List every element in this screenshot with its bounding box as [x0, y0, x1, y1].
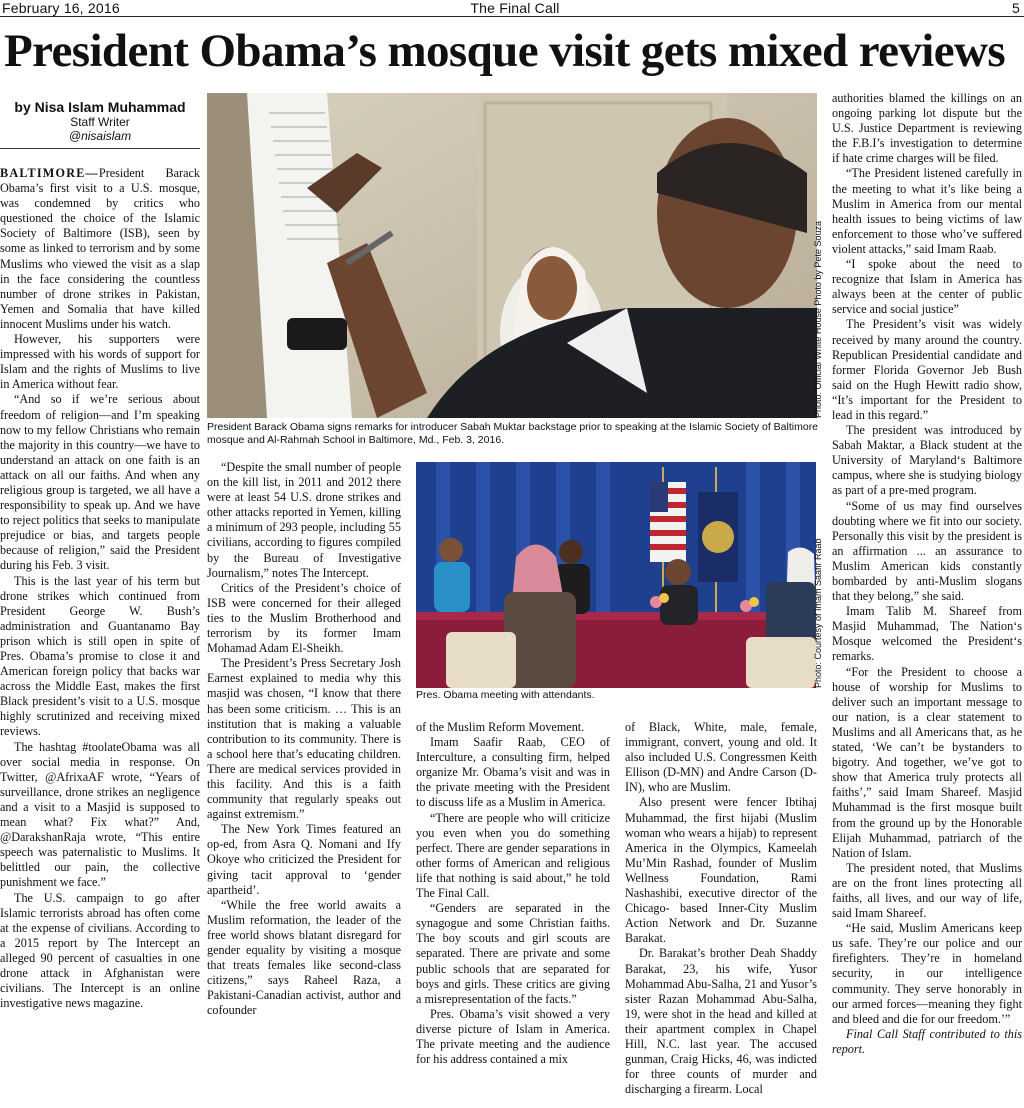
paragraph: The U.S. campaign to go after Islamic terrorists abroad has often come at the expense of civilians. According to a 2015 report by The Intercept an alleged 90 percent of casualties in one drone attack in Afghanistan were civilians. The Intercept is an online investigative news magazine. — [0, 890, 200, 1011]
article-column-5 — [832, 91, 1022, 1108]
paragraph: Pres. Obama’s visit showed a very diverse picture of Islam in America. The private meeting and the audience for his address contained a mix — [416, 1006, 610, 1067]
paragraph: “Despite the small number of people on the kill list, in 2011 and 2012 there were at least 54 U.S. drone strikes and other attacks reported in Yemen, killing a minimum of 293 people, including 55 civilians, according to figures compiled by the Bureau of Investigative Journalism,” notes The Intercept. — [207, 460, 401, 580]
paragraph: This is the last year of his term but drone strikes which continued from President George W. Bush’s administration and Guantanamo Bay prison which is still open in spite of Pres. Obama’s promise to close it and American foreign policy that backs war across the Middle East, makes the first Black president’s visit to a U.S. mosque highly scrutinized and receiving mixed reviews. — [0, 573, 200, 739]
photo2-credit: Photo: Courtesy of Imam Saafir Raab — [813, 538, 823, 688]
paragraph: “Genders are separated in the synagogue and some Christian faiths. The boy scouts and girl scouts are separated. There are private and some public schools that are separated for boys and girls. These critics are giving a misrepresentation of the facts.” — [416, 901, 610, 1006]
photo1-credit: Photo: Official White House Photo by Pete Souza — [813, 221, 823, 418]
lead-paragraph — [0, 166, 200, 332]
paragraph: of Black, White, male, female, immigrant, convert, young and old. It also included U.S. Congressmen Keith Ellison (D-MN) and Andre Carson (D-IN), who are Muslim. — [625, 720, 817, 795]
page-number: 5 — [1012, 0, 1020, 16]
article-column-2 — [207, 460, 401, 1108]
headline: President Obama’s mosque visit gets mixed reviews — [4, 25, 1006, 77]
paragraph: The hashtag #toolateObama was all over social media in response. On Twitter, @AfrixaAF wrote, “Years of surveillance, drone strikes an negligence and a visit to a Masjid is supposed to mean what? Fix what?” And, @DarakshanRaja wrote, “This entire speech was paternalistic to Muslims. It belittled our pain, the collective punishment we face.” — [0, 739, 200, 890]
closing-note: Final Call Staff contributed to this report. — [832, 1026, 1022, 1056]
byline — [0, 99, 200, 143]
paragraph: The New York Times featured an op-ed, from Asra Q. Nomani and Ify Okoye who criticized the President for giving tacit approval to ‘gender apartheid’. — [207, 822, 401, 897]
paragraph: President Barack Obama’s first visit to a U.S. mosque, was condemned by critics who questioned the choice of the Islamic Society of Baltimore (ISB), seen by some as linked to terrorism and by some Muslims who viewed the visit as a slap in the face considering the countless number of drone strikes in Pakistan, Yemen and Somalia that have killed innocent Muslims under his watch. — [0, 166, 200, 331]
paragraph: Critics of the President’s choice of ISB were concerned for their alleged ties to the Muslim Brotherhood and terrorism by its former Imam Mohamad Adam El-Sheikh. — [207, 580, 401, 656]
photo1-caption: President Barack Obama signs remarks for introducer Sabah Muktar backstage prior to speaking at the Islamic Society of Baltimore mosque and Al-Rahmah School in Baltimore, Md., Feb. 3, 2016. — [207, 421, 819, 446]
paper-name: The Final Call — [470, 0, 560, 16]
paragraph: The President’s visit was widely received by many around the country. Republican Presidential candidate and former Florida Governor Jeb Bush said on the Hugh Hewitt radio show, “It’s important for the President to lead in this regard.” — [832, 317, 1022, 422]
paragraph: “While the free world awaits a Muslim reformation, the leader of the free world shows blatant disregard for gender equality by visiting a mosque that treats females like second-class citizens,” says Raheel Raza, a Pakistani-Canadian activist, author and cofounder — [207, 897, 401, 1018]
paragraph: Imam Talib M. Shareef from Masjid Muhammad, The Nation‘s Mosque welcomed the President‘s remarks. — [832, 604, 1022, 664]
paragraph: of the Muslim Reform Movement. — [416, 720, 585, 734]
photo2-caption: Pres. Obama meeting with attendants. — [416, 689, 595, 701]
paragraph: authorities blamed the killings on an ongoing parking lot dispute but the U.S. Justice Department is reviewing the F.B.I’s investigation to determine if hate crime charges will be filed. — [832, 91, 1022, 166]
article-column-4 — [625, 720, 817, 1108]
paragraph: “There are people who will criticize you even when you do something perfect. There are gender separations in other forms of American and religious life that nothing is said about,” he told The Final Call. — [416, 810, 610, 901]
issue-date: February 16, 2016 — [2, 0, 120, 16]
byline-rule — [0, 148, 200, 149]
header-rule — [0, 16, 1024, 17]
paragraph: “I spoke about the need to recognize that Islam in America has always been at the center of public service and social justice” — [832, 257, 1022, 317]
paragraph: “Some of us may find ourselves doubting where we fit into our society. Personally this visit by the president is an affirmation ... an assurance to Muslim American kids constantly bombarded by anti-Muslim slogans that they belong,” she said. — [832, 498, 1022, 604]
paragraph: The president was introduced by Sabah Maktar, a Black student at the University of Maryland‘s Baltimore campus, where she is studying biology as part of a pre-med program. — [832, 423, 1022, 498]
paragraph: “And so if we’re serious about freedom of religion—and I’m speaking now to my fellow Christians who remain the majority in this country—we have to understand an attack on one faith is an attack on all our faiths. And when any religious group is targeted, we all have a responsibility to speak up. And we have to reject politics that seeks to manipulate prejudice or bias, and targets people because of religion,” said the President during his Feb. 3 visit. — [0, 392, 200, 573]
obama-signing-illustration — [207, 93, 817, 418]
byline-role: Staff Writer — [70, 115, 130, 129]
paragraph: The president noted, that Muslims are on the front lines protecting all faiths, all lives, and our way of life, said Imam Shareef. — [832, 860, 1022, 921]
paragraph: However, his supporters were impressed with his words of support for Islam and the rights of Muslims to live in America without fear. — [0, 332, 200, 392]
obama-signing-photo — [207, 93, 817, 418]
obama-meeting-photo — [416, 462, 816, 688]
article-column-1 — [0, 166, 200, 1108]
dateline: BALTIMORE— — [0, 166, 99, 180]
obama-meeting-illustration — [416, 462, 816, 688]
paragraph: Also present were fencer Ibtihaj Muhammad, the first hijabi (Muslim woman who wears a hijab) to represent America in the Olympics, Kameelah Mu’Min Rashad, founder of Muslim Wellness Foundation, Rami Nashashibi, executive director of the Chicago- based Inner-City Muslim Action Network and Dr. Suzanne Barakat. — [625, 795, 817, 946]
paragraph: The President’s Press Secretary Josh Earnest explained to media why this masjid was chosen, “I know that there has been some criticism. … This is an institution that is making a valuable contribution to its community. There is a school here that’s educating children. There are medical services provided in this facility. And this is a faith community that regularly speaks out against extremism.” — [207, 656, 401, 822]
byline-handle: @nisaislam — [68, 129, 132, 143]
article-column-3 — [416, 720, 610, 1108]
byline-name: by Nisa Islam Muhammad — [14, 99, 186, 115]
paragraph: “For the President to choose a house of worship for Muslims to deliver such an important message to our nation, is a clear statement to Muslims and all Americans that, as he stated, ‘We can’t be bystanders to bigotry. And together, we’ve got to show that America truly protects all faiths’,” said Imam Shareef. Masjid Muhammad is the first mosque built from the ground up by the Honorable Elijah Muhammad, patriarch of the Nation of Islam. — [832, 664, 1022, 860]
paragraph: “The President listened carefully in the meeting to what it’s like being a Muslim in America from our mental health issues to being victims of law enforcement to those who’ve suffered violent attacks,” said Imam Raab. — [832, 166, 1022, 256]
paragraph: “He said, Muslim Americans keep us safe. They’re our police and our firefighters. They’re in homeland security, in our intelligence community. They serve honorably in our armed forces—meaning they fight and bleed and die for our freedom.’” — [832, 921, 1022, 1026]
paragraph: Dr. Barakat’s brother Deah Shaddy Barakat, 23, his wife, Yusor Mohammad Abu-Salha, 21 and Yusor’s sister Razan Mohammad Abu-Salha, 19, were shot in the head and killed at their apartment complex in Chapel Hill, N.C. last year. The accused gunman, Craig Hicks, 46, was indicted for three counts of murder and discharging a firearm. Local — [625, 946, 817, 1097]
paragraph: Imam Saafir Raab, CEO of Interculture, a consulting firm, helped organize Mr. Obama’s visit and was in the private meeting with the President to discuss life as a Muslim in America. — [416, 735, 610, 810]
